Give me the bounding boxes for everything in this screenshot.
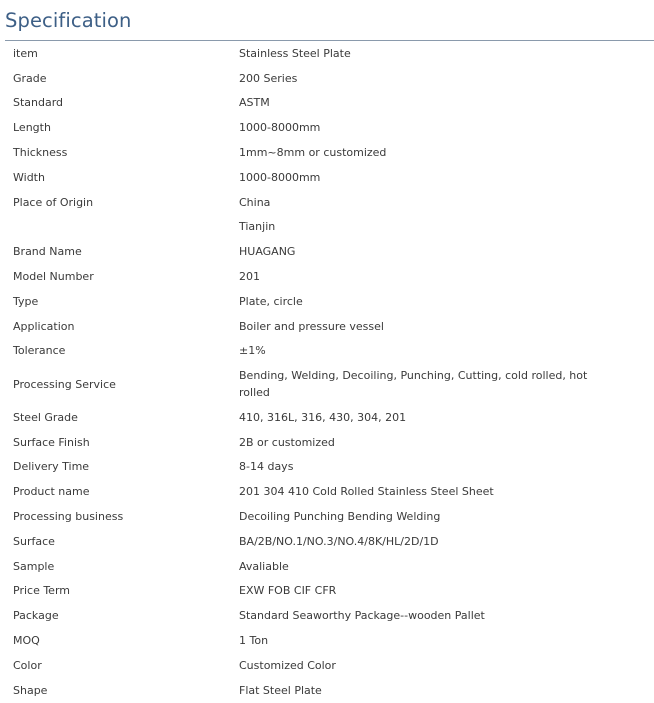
- spec-label: Model Number: [13, 270, 94, 284]
- spec-label: Type: [13, 294, 39, 308]
- spec-value: China: [239, 195, 271, 209]
- spec-label: Width: [13, 170, 45, 184]
- spec-value: Standard Seaworthy Package--wooden Pallet: [239, 609, 485, 623]
- spec-value: Avaliable: [239, 559, 289, 573]
- spec-value: HUAGANG: [239, 245, 296, 259]
- spec-row: [5, 579, 654, 604]
- spec-value: 200 Series: [239, 71, 298, 85]
- spec-row: [5, 339, 654, 364]
- spec-row: [5, 678, 654, 703]
- spec-value: Stainless Steel Plate: [239, 46, 351, 60]
- spec-label: Surface: [13, 534, 55, 548]
- spec-value: 8-14 days: [239, 460, 294, 474]
- spec-label: Length: [13, 121, 51, 135]
- spec-label: Tolerance: [13, 344, 66, 358]
- spec-row: [5, 554, 654, 579]
- spec-label: Delivery Time: [13, 460, 90, 474]
- spec-row: [5, 115, 654, 140]
- spec-label: MOQ: [13, 634, 40, 648]
- spec-label: item: [13, 46, 38, 60]
- spec-row: [5, 529, 654, 554]
- spec-row: [5, 264, 654, 289]
- spec-value: 1 Ton: [239, 634, 269, 648]
- spec-label: Brand Name: [13, 245, 82, 259]
- spec-value: Decoiling Punching Bending Welding: [239, 510, 441, 524]
- spec-row: [5, 239, 654, 264]
- spec-row: [5, 289, 654, 314]
- spec-value: 1000-8000mm: [239, 170, 321, 184]
- spec-value: Customized Color: [239, 658, 336, 672]
- spec-value: 201: [239, 270, 260, 284]
- spec-label: Price Term: [13, 584, 70, 598]
- spec-value: ±1%: [239, 344, 266, 358]
- spec-label: Processing business: [13, 510, 124, 524]
- spec-row: [5, 314, 654, 339]
- spec-value: ASTM: [239, 96, 270, 110]
- spec-value: Flat Steel Plate: [239, 683, 322, 697]
- spec-label: Steel Grade: [13, 410, 78, 424]
- spec-value: 2B or customized: [239, 435, 335, 449]
- spec-value: 201 304 410 Cold Rolled Stainless Steel Sheet: [239, 485, 494, 499]
- spec-label: Surface Finish: [13, 435, 90, 449]
- spec-label: Grade: [13, 71, 47, 85]
- spec-row: [5, 165, 654, 190]
- spec-row: [5, 653, 654, 678]
- spec-row: [5, 479, 654, 504]
- spec-value: EXW FOB CIF CFR: [239, 584, 337, 598]
- spec-value: Plate, circle: [239, 294, 303, 308]
- spec-label: Product name: [13, 485, 90, 499]
- spec-value: 1000-8000mm: [239, 121, 321, 135]
- spec-label: Shape: [13, 683, 48, 697]
- spec-row: [5, 66, 654, 91]
- spec-row: [5, 504, 654, 529]
- spec-value: 1mm~8mm or customized: [239, 146, 387, 160]
- spec-row: [5, 455, 654, 480]
- spec-row: [5, 628, 654, 653]
- spec-value: Bending, Welding, Decoiling, Punching, Cutting, cold rolled, hot rolled: [239, 369, 588, 400]
- spec-table: [5, 41, 654, 703]
- spec-row: [5, 41, 654, 66]
- spec-row: [5, 430, 654, 455]
- spec-label: Package: [13, 609, 59, 623]
- spec-label: Thickness: [13, 146, 68, 160]
- spec-row: [5, 363, 654, 405]
- page-title: Specification: [5, 9, 132, 32]
- spec-label: Color: [13, 658, 42, 672]
- spec-row: [5, 405, 654, 430]
- spec-row: [5, 215, 654, 240]
- spec-label: Processing Service: [13, 377, 116, 391]
- spec-value: 410, 316L, 316, 430, 304, 201: [239, 410, 407, 424]
- spec-row: [5, 140, 654, 165]
- spec-label: Application: [13, 319, 75, 333]
- spec-row: [5, 91, 654, 116]
- spec-label: Sample: [13, 559, 55, 573]
- spec-row: [5, 603, 654, 628]
- spec-value: BA/2B/NO.1/NO.3/NO.4/8K/HL/2D/1D: [239, 534, 439, 548]
- spec-value: Tianjin: [239, 220, 276, 234]
- spec-label: Place of Origin: [13, 195, 94, 209]
- spec-label: Standard: [13, 96, 64, 110]
- spec-row: [5, 190, 654, 215]
- spec-value: Boiler and pressure vessel: [239, 319, 384, 333]
